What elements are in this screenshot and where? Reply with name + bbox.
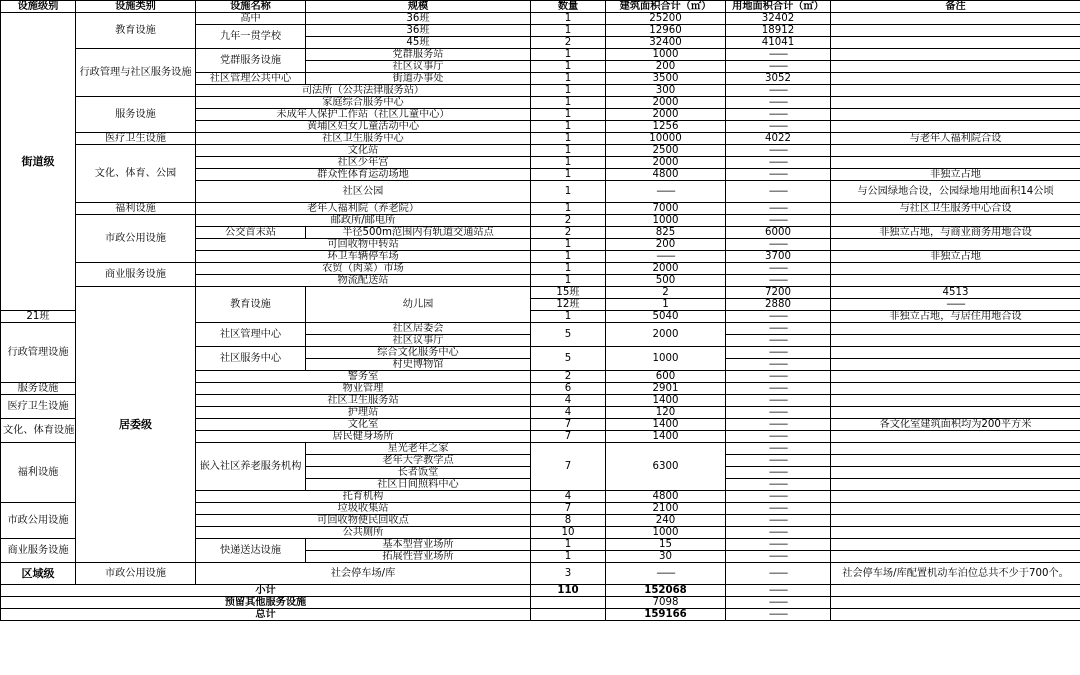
note-cell: 非独立占地，与居住用地合设 <box>831 311 1080 323</box>
header-cell: 设施级别 <box>1 1 76 13</box>
note-cell <box>831 371 1080 383</box>
land-cell: —— <box>726 431 831 443</box>
qty-cell: 7 <box>531 503 606 515</box>
land-cell: —— <box>726 263 831 275</box>
land-cell: —— <box>726 311 831 323</box>
header-cell: 建筑面积合计（㎡） <box>606 1 726 13</box>
qty-cell: 2 <box>531 227 606 239</box>
build-cell: 200 <box>606 61 726 73</box>
land-cell: —— <box>726 467 831 479</box>
note-cell <box>831 61 1080 73</box>
name-cell: 公交首末站 <box>196 227 306 239</box>
scale-cell: 居民健身场所 <box>196 431 531 443</box>
note-cell <box>831 515 1080 527</box>
land-cell: —— <box>726 503 831 515</box>
note-cell <box>831 13 1080 25</box>
header-cell: 规模 <box>306 1 531 13</box>
scale-cell: 社区卫生服务中心 <box>196 133 531 145</box>
scale-cell: 社区少年宫 <box>196 157 531 169</box>
note-cell <box>831 383 1080 395</box>
build-cell: —— <box>606 251 726 263</box>
build-cell: 240 <box>606 515 726 527</box>
scale-cell: 党群服务站 <box>306 49 531 61</box>
land-cell: —— <box>726 121 831 133</box>
scale-cell: 文化室 <box>196 419 531 431</box>
qty-cell: 1 <box>531 85 606 97</box>
land-cell: —— <box>726 109 831 121</box>
land-cell: —— <box>726 479 831 491</box>
land-cell: —— <box>726 491 831 503</box>
build-cell: 500 <box>606 275 726 287</box>
name-cell: 社区服务中心 <box>196 347 306 371</box>
header-cell: 数量 <box>531 1 606 13</box>
land-cell: —— <box>726 563 831 585</box>
note-cell <box>831 527 1080 539</box>
reserve-build: 7098 <box>606 597 726 609</box>
note-cell <box>831 215 1080 227</box>
note-cell <box>831 467 1080 479</box>
qty-cell: 4 <box>531 395 606 407</box>
note-cell <box>831 37 1080 49</box>
category-cell: 文化、体育设施 <box>1 419 76 443</box>
qty-cell: 3 <box>531 563 606 585</box>
note-cell <box>831 275 1080 287</box>
qty-cell: 1 <box>531 539 606 551</box>
qty-cell: 1 <box>531 263 606 275</box>
subtotal-note <box>831 585 1080 597</box>
reserve-label: 预留其他服务设施 <box>1 597 531 609</box>
note-cell <box>831 551 1080 563</box>
subtotal-row <box>1 585 1080 597</box>
note-cell <box>831 121 1080 133</box>
build-cell: 300 <box>606 85 726 97</box>
level-cell: 区域级 <box>1 563 76 585</box>
build-cell: 120 <box>606 407 726 419</box>
total-build: 159166 <box>606 609 726 621</box>
build-cell: 1000 <box>606 215 726 227</box>
reserve-row <box>1 597 1080 609</box>
land-cell: —— <box>726 383 831 395</box>
note-cell <box>831 145 1080 157</box>
category-cell: 行政管理与社区服务设施 <box>76 49 196 97</box>
note-cell <box>831 109 1080 121</box>
qty-cell: 1 <box>531 109 606 121</box>
land-cell: —— <box>726 539 831 551</box>
qty-cell: 4 <box>531 491 606 503</box>
qty-cell: 8 <box>531 515 606 527</box>
level-cell: 街道级 <box>1 13 76 311</box>
land-cell: —— <box>726 49 831 61</box>
qty-cell: 2 <box>531 37 606 49</box>
total-qty <box>531 609 606 621</box>
scale-cell: 社会停车场/库 <box>196 563 531 585</box>
qty-cell: 1 <box>531 49 606 61</box>
land-cell: —— <box>726 419 831 431</box>
scale-cell: 司法所（公共法律服务站） <box>196 85 531 97</box>
scale-cell: 物业管理 <box>196 383 531 395</box>
header-row <box>1 1 1080 13</box>
scale-cell: 黄埔区妇女儿童活动中心 <box>196 121 531 133</box>
qty-cell: 1 <box>531 239 606 251</box>
scale-cell: 老年人福利院（养老院） <box>196 203 531 215</box>
land-cell: 6000 <box>726 227 831 239</box>
scale-cell: 36班 <box>306 13 531 25</box>
land-cell: —— <box>726 515 831 527</box>
land-cell: —— <box>726 323 831 335</box>
qty-cell: 4 <box>531 407 606 419</box>
scale-cell: 社区日间照料中心 <box>306 479 531 491</box>
qty-cell: 1 <box>531 73 606 85</box>
scale-cell: 综合文化服务中心 <box>306 347 531 359</box>
land-cell: —— <box>726 551 831 563</box>
note-cell: 与老年人福利院合设 <box>831 133 1080 145</box>
build-cell: 15 <box>606 539 726 551</box>
land-cell: 32402 <box>726 13 831 25</box>
qty-cell: 1 <box>531 203 606 215</box>
scale-cell: 社区居委会 <box>306 323 531 335</box>
table-row <box>1 49 1080 61</box>
land-cell: —— <box>726 215 831 227</box>
build-cell: 1256 <box>606 121 726 133</box>
land-cell: —— <box>726 347 831 359</box>
scale-cell: 拓展性营业场所 <box>306 551 531 563</box>
qty-cell: 1 <box>531 251 606 263</box>
land-cell: —— <box>726 239 831 251</box>
category-cell: 教育设施 <box>76 13 196 49</box>
note-cell <box>831 359 1080 371</box>
scale-cell: 邮政所/邮电所 <box>196 215 531 227</box>
qty-cell: 1 <box>531 169 606 181</box>
note-cell: 各文化室建筑面积均为200平方米 <box>831 419 1080 431</box>
table-row <box>1 13 1080 25</box>
build-cell: 2500 <box>606 145 726 157</box>
name-cell: 嵌入社区养老服务机构 <box>196 443 306 491</box>
scale-cell: 文化站 <box>196 145 531 157</box>
scale-cell: 家庭综合服务中心 <box>196 97 531 109</box>
build-cell: 2000 <box>606 109 726 121</box>
land-cell: —— <box>726 169 831 181</box>
qty-cell: 7 <box>531 419 606 431</box>
total-note <box>831 609 1080 621</box>
table-row <box>1 145 1080 157</box>
scale-cell: 基本型营业场所 <box>306 539 531 551</box>
build-cell: 32400 <box>606 37 726 49</box>
qty-cell: 1 <box>531 181 606 203</box>
land-cell: —— <box>726 335 831 347</box>
scale-cell: 村史博物馆 <box>306 359 531 371</box>
scale-cell: 托育机构 <box>196 491 531 503</box>
reserve-note <box>831 597 1080 609</box>
scale-cell: 农贸（肉菜）市场 <box>196 263 531 275</box>
scale-cell: 可回收物中转站 <box>196 239 531 251</box>
scale-cell: 21班 <box>1 311 76 323</box>
build-cell: 1400 <box>606 431 726 443</box>
subtotal-build: 152068 <box>606 585 726 597</box>
category-cell: 行政管理设施 <box>1 323 76 383</box>
land-cell: —— <box>726 455 831 467</box>
scale-cell: 护理站 <box>196 407 531 419</box>
subtotal-land: —— <box>726 585 831 597</box>
note-cell <box>831 539 1080 551</box>
build-cell: 30 <box>606 551 726 563</box>
build-cell: 825 <box>606 227 726 239</box>
build-cell: 2000 <box>606 263 726 275</box>
subtotal-qty: 110 <box>531 585 606 597</box>
scale-cell: 半径500m范围内有轨道交通站点 <box>306 227 531 239</box>
name-cell: 幼儿园 <box>306 287 531 323</box>
qty-cell: 7 <box>531 443 606 491</box>
name-cell: 高中 <box>196 13 306 25</box>
scale-cell: 星光老年之家 <box>306 443 531 455</box>
build-cell: 4800 <box>606 169 726 181</box>
note-cell <box>831 443 1080 455</box>
note-cell <box>831 503 1080 515</box>
table-row <box>1 97 1080 109</box>
qty-cell: 1 <box>531 133 606 145</box>
note-cell: 社会停车场/库配置机动车泊位总共不少于700个。 <box>831 563 1080 585</box>
reserve-qty <box>531 597 606 609</box>
qty-cell: 10 <box>531 527 606 539</box>
land-cell: —— <box>831 299 1080 311</box>
qty-cell: 1 <box>531 311 606 323</box>
build-cell: 2100 <box>606 503 726 515</box>
note-cell <box>831 97 1080 109</box>
land-cell: —— <box>726 97 831 109</box>
build-cell: 2000 <box>606 323 726 347</box>
note-cell <box>831 347 1080 359</box>
name-cell: 快递送达设施 <box>196 539 306 563</box>
table-row <box>1 563 1080 585</box>
land-cell: —— <box>726 359 831 371</box>
scale-cell: 物流配送站 <box>196 275 531 287</box>
header-cell: 备注 <box>831 1 1080 13</box>
table-row <box>1 215 1080 227</box>
note-cell <box>831 395 1080 407</box>
land-cell: 41041 <box>726 37 831 49</box>
category-cell: 商业服务设施 <box>1 539 76 563</box>
qty-cell: 2 <box>606 287 726 299</box>
reserve-land: —— <box>726 597 831 609</box>
build-cell: 7200 <box>726 287 831 299</box>
table-row <box>1 133 1080 145</box>
build-cell: 5040 <box>606 311 726 323</box>
build-cell: 2880 <box>726 299 831 311</box>
qty-cell: 1 <box>531 145 606 157</box>
note-cell: 非独立占地，与商业商务用地合设 <box>831 227 1080 239</box>
note-cell: 与公园绿地合设，公园绿地用地面积14公顷 <box>831 181 1080 203</box>
note-cell <box>831 49 1080 61</box>
category-cell: 市政公用设施 <box>76 215 196 263</box>
build-cell: 1400 <box>606 395 726 407</box>
build-cell: —— <box>606 563 726 585</box>
scale-cell: 15班 <box>531 287 606 299</box>
note-cell <box>831 157 1080 169</box>
name-cell: 九年一贯学校 <box>196 25 306 49</box>
land-cell: 3700 <box>726 251 831 263</box>
qty-cell: 6 <box>531 383 606 395</box>
note-cell <box>831 73 1080 85</box>
table-row <box>1 263 1080 275</box>
scale-cell: 12班 <box>531 299 606 311</box>
category-cell: 商业服务设施 <box>76 263 196 287</box>
name-cell: 社区管理中心 <box>196 323 306 347</box>
qty-cell: 5 <box>531 347 606 371</box>
category-cell: 服务设施 <box>1 383 76 395</box>
scale-cell: 社区卫生服务站 <box>196 395 531 407</box>
land-cell: —— <box>726 145 831 157</box>
total-land: —— <box>726 609 831 621</box>
note-cell <box>831 263 1080 275</box>
scale-cell: 36班 <box>306 25 531 37</box>
scale-cell: 社区公园 <box>196 181 531 203</box>
qty-cell: 7 <box>531 431 606 443</box>
note-cell: 非独立占地 <box>831 251 1080 263</box>
land-cell: —— <box>726 203 831 215</box>
land-cell: —— <box>726 407 831 419</box>
note-cell <box>831 239 1080 251</box>
category-cell: 文化、体育、公园 <box>76 145 196 203</box>
scale-cell: 长者饭堂 <box>306 467 531 479</box>
note-cell <box>831 323 1080 335</box>
qty-cell: 1 <box>531 157 606 169</box>
header-cell: 设施类别 <box>76 1 196 13</box>
qty-cell: 5 <box>531 323 606 347</box>
build-cell: 2000 <box>606 97 726 109</box>
qty-cell: 1 <box>531 25 606 37</box>
qty-cell: 1 <box>531 97 606 109</box>
subtotal-label: 小计 <box>1 585 531 597</box>
build-cell: 25200 <box>606 13 726 25</box>
land-cell: 4513 <box>831 287 1080 299</box>
land-cell: —— <box>726 85 831 97</box>
header-cell: 设施名称 <box>196 1 306 13</box>
build-cell: 4800 <box>606 491 726 503</box>
land-cell: 3052 <box>726 73 831 85</box>
build-cell: 2000 <box>606 157 726 169</box>
build-cell: 1000 <box>606 527 726 539</box>
category-cell: 医疗卫生设施 <box>76 133 196 145</box>
land-cell: —— <box>726 157 831 169</box>
land-cell: —— <box>726 395 831 407</box>
scale-cell: 未成年人保护工作站（社区儿童中心） <box>196 109 531 121</box>
name-cell: 社区管理公共中心 <box>196 73 306 85</box>
scale-cell: 老年大学教学点 <box>306 455 531 467</box>
build-cell: 6300 <box>606 443 726 491</box>
land-cell: 4022 <box>726 133 831 145</box>
note-cell <box>831 455 1080 467</box>
scale-cell: 45班 <box>306 37 531 49</box>
qty-cell: 1 <box>531 61 606 73</box>
land-cell: 18912 <box>726 25 831 37</box>
qty-cell: 2 <box>531 215 606 227</box>
category-cell: 服务设施 <box>76 97 196 133</box>
build-cell: 2901 <box>606 383 726 395</box>
header-cell: 用地面积合计（㎡） <box>726 1 831 13</box>
qty-cell: 1 <box>531 275 606 287</box>
scale-cell: 街道办事处 <box>306 73 531 85</box>
note-cell <box>831 431 1080 443</box>
scale-cell: 垃圾收集站 <box>196 503 531 515</box>
category-cell: 医疗卫生设施 <box>1 395 76 419</box>
note-cell <box>831 335 1080 347</box>
land-cell: —— <box>726 61 831 73</box>
qty-cell: 2 <box>531 371 606 383</box>
build-cell: 7000 <box>606 203 726 215</box>
land-cell: —— <box>726 275 831 287</box>
qty-cell: 1 <box>531 13 606 25</box>
scale-cell: 公共厕所 <box>196 527 531 539</box>
note-cell <box>831 407 1080 419</box>
scale-cell: 环卫车辆停车场 <box>196 251 531 263</box>
category-cell: 福利设施 <box>1 443 76 503</box>
land-cell: —— <box>726 371 831 383</box>
category-cell: 福利设施 <box>76 203 196 215</box>
total-row <box>1 609 1080 621</box>
qty-cell: 1 <box>531 121 606 133</box>
scale-cell: 社区议事厅 <box>306 61 531 73</box>
category-cell: 市政公用设施 <box>1 503 76 539</box>
note-cell <box>831 85 1080 97</box>
total-label: 总计 <box>1 609 531 621</box>
scale-cell: 群众性体育运动场地 <box>196 169 531 181</box>
table-row <box>1 203 1080 215</box>
scale-cell: 警务室 <box>196 371 531 383</box>
build-cell: —— <box>606 181 726 203</box>
scale-cell: 可回收物便民回收点 <box>196 515 531 527</box>
note-cell: 与社区卫生服务中心合设 <box>831 203 1080 215</box>
build-cell: 10000 <box>606 133 726 145</box>
table-row <box>1 287 1080 299</box>
land-cell: —— <box>726 527 831 539</box>
build-cell: 1000 <box>606 347 726 371</box>
build-cell: 12960 <box>606 25 726 37</box>
note-cell <box>831 491 1080 503</box>
build-cell: 600 <box>606 371 726 383</box>
note-cell <box>831 479 1080 491</box>
build-cell: 1400 <box>606 419 726 431</box>
note-cell <box>831 25 1080 37</box>
land-cell: —— <box>726 181 831 203</box>
land-cell: —— <box>726 443 831 455</box>
build-cell: 1000 <box>606 49 726 61</box>
level-cell: 居委级 <box>76 287 196 563</box>
category-cell: 市政公用设施 <box>76 563 196 585</box>
category-cell: 教育设施 <box>196 287 306 323</box>
scale-cell: 社区议事厅 <box>306 335 531 347</box>
note-cell: 非独立占地 <box>831 169 1080 181</box>
name-cell: 党群服务设施 <box>196 49 306 73</box>
qty-cell: 1 <box>606 299 726 311</box>
qty-cell: 1 <box>531 551 606 563</box>
build-cell: 200 <box>606 239 726 251</box>
build-cell: 3500 <box>606 73 726 85</box>
